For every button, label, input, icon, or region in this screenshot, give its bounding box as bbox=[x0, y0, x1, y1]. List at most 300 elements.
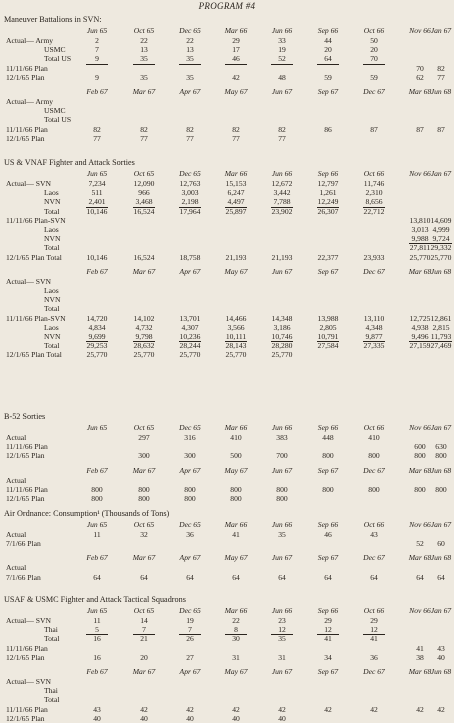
table-cell: 600 bbox=[414, 442, 426, 452]
column-header: Dec 67 bbox=[363, 465, 385, 475]
column-header: Sep 66 bbox=[317, 169, 339, 178]
table-cell: 13,701 bbox=[179, 313, 201, 323]
table-cell: 31 bbox=[278, 652, 286, 662]
table-cell: 43 bbox=[93, 704, 101, 714]
table-cell: 25,770 bbox=[133, 350, 155, 360]
table-cell: 12,763 bbox=[179, 179, 201, 188]
table-cell: 42 bbox=[370, 704, 378, 714]
table-cell: 30 bbox=[232, 634, 240, 644]
column-header: May 67 bbox=[224, 553, 248, 563]
section-title: Maneuver Battalions in SVN: bbox=[4, 15, 102, 24]
table-cell: 62 bbox=[416, 72, 424, 82]
column-header: Feb 67 bbox=[86, 667, 108, 676]
table-cell: 9 bbox=[95, 54, 99, 64]
table-cell: 40 bbox=[140, 713, 148, 723]
table-cell: 42 bbox=[416, 704, 424, 714]
row-label: 7/1/66 Plan bbox=[6, 539, 41, 549]
column-header: Jan 67 bbox=[430, 26, 452, 35]
table-cell: 800 bbox=[230, 484, 242, 494]
table-cell: 70 bbox=[370, 54, 378, 64]
table-cell: 28,280 bbox=[271, 341, 293, 351]
column-header: Jun 67 bbox=[271, 266, 293, 276]
table-cell: 300 bbox=[184, 451, 196, 461]
column-header: Jun 66 bbox=[271, 423, 293, 432]
table-cell: 800 bbox=[91, 484, 103, 494]
column-header: Mar 66 bbox=[224, 520, 248, 529]
table-cell: 800 bbox=[322, 451, 334, 461]
table-cell: 16 bbox=[93, 652, 101, 662]
table-cell: 12 bbox=[370, 625, 378, 635]
row-label: Actual— SVN bbox=[6, 179, 51, 188]
table-cell: 2,805 bbox=[319, 322, 337, 332]
table-cell: 46 bbox=[324, 530, 332, 539]
table-cell: 800 bbox=[91, 494, 103, 503]
table-cell: 86 bbox=[324, 124, 332, 134]
table-cell: 500 bbox=[230, 451, 242, 461]
table-cell: 27,811 bbox=[409, 243, 431, 253]
row-label: Thai bbox=[44, 625, 58, 635]
column-header: Jun 66 bbox=[271, 26, 293, 35]
table-cell: 13,988 bbox=[317, 313, 339, 323]
table-cell: 10,791 bbox=[317, 332, 339, 341]
column-header: Oct 65 bbox=[133, 606, 155, 615]
column-header: Oct 66 bbox=[363, 26, 385, 35]
column-header: Jan 67 bbox=[430, 520, 452, 529]
table-cell: 9,798 bbox=[135, 332, 153, 341]
table-cell: 27,469 bbox=[430, 341, 452, 351]
column-header: Jun 66 bbox=[271, 169, 293, 178]
table-cell: 800 bbox=[184, 484, 196, 494]
table-cell: 17 bbox=[232, 45, 240, 55]
row-label: NVN bbox=[44, 234, 61, 244]
column-header: Sep 66 bbox=[317, 423, 339, 432]
table-cell: 7 bbox=[95, 45, 99, 55]
table-cell: 23,902 bbox=[271, 206, 293, 216]
table-cell: 23,933 bbox=[363, 252, 385, 262]
table-cell: 35 bbox=[186, 72, 194, 82]
underline-rule bbox=[133, 64, 155, 65]
row-label: 11/11/66 Plan bbox=[6, 643, 48, 653]
row-label: Actual— SVN bbox=[6, 677, 51, 686]
table-cell: 52 bbox=[278, 54, 286, 64]
table-cell: 7 bbox=[142, 625, 146, 635]
table-cell: 64 bbox=[140, 572, 148, 582]
column-header: Nov 66 bbox=[409, 520, 431, 529]
table-cell: 3,442 bbox=[273, 188, 291, 198]
table-cell: 10,146 bbox=[86, 252, 108, 262]
column-header: Dec 67 bbox=[363, 87, 385, 96]
table-cell: 9,699 bbox=[88, 332, 106, 341]
table-cell: 17,964 bbox=[179, 206, 201, 216]
column-header: May 67 bbox=[224, 266, 248, 276]
table-cell: 7 bbox=[188, 625, 192, 635]
table-cell: 25,770 bbox=[409, 252, 431, 262]
table-cell: 29 bbox=[232, 36, 240, 45]
table-cell: 3,013 bbox=[411, 225, 429, 234]
table-cell: 2,198 bbox=[181, 197, 199, 207]
table-cell: 29 bbox=[370, 616, 378, 625]
table-cell: 33 bbox=[278, 36, 286, 45]
column-header: Mar 68 bbox=[408, 667, 432, 676]
table-cell: 82 bbox=[140, 124, 148, 134]
column-header: Jun 67 bbox=[271, 87, 293, 96]
table-cell: 12,861 bbox=[430, 313, 452, 323]
underline-rule bbox=[363, 64, 385, 65]
table-cell: 20 bbox=[140, 652, 148, 662]
column-header: Apr 67 bbox=[179, 667, 201, 676]
column-header: Oct 66 bbox=[363, 169, 385, 178]
table-cell: 10,111 bbox=[225, 332, 247, 341]
table-cell: 383 bbox=[276, 433, 288, 442]
table-cell: 59 bbox=[370, 72, 378, 82]
column-header: Jun 65 bbox=[86, 169, 108, 178]
table-cell: 800 bbox=[435, 484, 447, 494]
table-cell: 21,193 bbox=[225, 252, 247, 262]
table-cell: 13 bbox=[186, 45, 194, 55]
table-cell: 13,110 bbox=[363, 313, 385, 323]
table-cell: 11,746 bbox=[363, 179, 385, 188]
page-title: PROGRAM #4 bbox=[198, 1, 256, 11]
table-cell: 87 bbox=[370, 124, 378, 134]
table-cell: 630 bbox=[435, 442, 447, 452]
column-header: Mar 66 bbox=[224, 423, 248, 432]
table-cell: 26 bbox=[186, 634, 194, 644]
table-cell: 4,732 bbox=[135, 322, 153, 332]
table-cell: 21,193 bbox=[271, 252, 293, 262]
column-header: Oct 65 bbox=[133, 26, 155, 35]
table-cell: 42 bbox=[324, 704, 332, 714]
table-cell: 35 bbox=[278, 634, 286, 644]
table-cell: 82 bbox=[186, 124, 194, 134]
table-cell: 77 bbox=[437, 72, 445, 82]
table-cell: 11,793 bbox=[430, 332, 452, 341]
table-cell: 77 bbox=[93, 133, 101, 143]
table-cell: 40 bbox=[186, 713, 194, 723]
underline-rule bbox=[317, 64, 339, 65]
table-cell: 82 bbox=[437, 63, 445, 73]
table-cell: 12 bbox=[324, 625, 332, 635]
table-cell: 25,897 bbox=[225, 206, 247, 216]
table-cell: 700 bbox=[276, 451, 288, 461]
column-header: Dec 65 bbox=[179, 423, 201, 432]
underline-rule bbox=[225, 64, 247, 65]
column-header: Mar 66 bbox=[224, 26, 248, 35]
table-cell: 448 bbox=[322, 433, 334, 442]
table-cell: 18,758 bbox=[179, 252, 201, 262]
section-title: B-52 Sorties bbox=[4, 412, 46, 421]
table-cell: 800 bbox=[276, 484, 288, 494]
table-cell: 82 bbox=[93, 124, 101, 134]
row-label: 11/11/66 Plan bbox=[6, 124, 48, 134]
table-cell: 25,770 bbox=[430, 252, 452, 262]
table-cell: 3,003 bbox=[181, 188, 199, 198]
row-label: Actual— SVN bbox=[6, 616, 51, 625]
table-cell: 316 bbox=[184, 433, 196, 442]
table-cell: 511 bbox=[91, 188, 103, 198]
table-cell: 64 bbox=[232, 572, 240, 582]
table-cell: 14,466 bbox=[225, 313, 247, 323]
column-header: Jun 68 bbox=[430, 667, 452, 676]
table-cell: 22 bbox=[232, 616, 240, 625]
column-header: May 67 bbox=[224, 465, 248, 475]
table-cell: 34 bbox=[324, 652, 332, 662]
table-cell: 800 bbox=[276, 494, 288, 503]
table-cell: 46 bbox=[232, 54, 240, 64]
column-header: Dec 65 bbox=[179, 606, 201, 615]
table-cell: 4,348 bbox=[365, 322, 383, 332]
column-header: Oct 65 bbox=[133, 423, 155, 432]
table-cell: 800 bbox=[322, 484, 334, 494]
table-cell: 87 bbox=[437, 124, 445, 134]
table-cell: 20 bbox=[324, 45, 332, 55]
column-header: Nov 66 bbox=[409, 423, 431, 432]
table-cell: 43 bbox=[437, 643, 445, 653]
row-label: 11/11/66 Plan-SVN bbox=[6, 215, 66, 225]
column-header: Mar 67 bbox=[132, 667, 156, 676]
table-cell: 9 bbox=[95, 72, 99, 82]
column-header: Mar 66 bbox=[224, 606, 248, 615]
table-cell: 800 bbox=[414, 451, 426, 461]
table-cell: 27,584 bbox=[317, 341, 339, 351]
table-cell: 77 bbox=[232, 133, 240, 143]
row-label: NVN bbox=[44, 332, 61, 341]
row-label: NVN bbox=[44, 295, 61, 305]
table-cell: 10,236 bbox=[179, 332, 201, 341]
table-cell: 27,159 bbox=[409, 341, 431, 351]
column-header: Jun 67 bbox=[271, 553, 293, 563]
table-cell: 35 bbox=[186, 54, 194, 64]
table-cell: 43 bbox=[370, 530, 378, 539]
table-cell: 2,310 bbox=[365, 188, 383, 198]
table-cell: 16 bbox=[93, 634, 101, 644]
column-header: Apr 67 bbox=[179, 465, 201, 475]
table-cell: 35 bbox=[140, 54, 148, 64]
table-cell: 40 bbox=[93, 713, 101, 723]
table-cell: 800 bbox=[368, 484, 380, 494]
table-cell: 410 bbox=[368, 433, 380, 442]
table-cell: 25,770 bbox=[225, 350, 247, 360]
table-cell: 27,335 bbox=[363, 341, 385, 351]
table-cell: 4,497 bbox=[227, 197, 245, 207]
table-cell: 59 bbox=[324, 72, 332, 82]
column-header: Sep 67 bbox=[317, 667, 339, 676]
column-header: Jun 68 bbox=[430, 87, 452, 96]
table-cell: 64 bbox=[416, 572, 424, 582]
table-cell: 7,234 bbox=[88, 179, 106, 188]
table-cell: 966 bbox=[138, 188, 150, 198]
table-cell: 40 bbox=[278, 713, 286, 723]
table-cell: 87 bbox=[416, 124, 424, 134]
column-header: Oct 65 bbox=[133, 520, 155, 529]
table-cell: 800 bbox=[138, 484, 150, 494]
row-label: 11/11/66 Plan bbox=[6, 63, 48, 73]
table-cell: 19 bbox=[278, 45, 286, 55]
column-header: Sep 66 bbox=[317, 606, 339, 615]
row-label: Total US bbox=[44, 115, 72, 125]
row-label: Total bbox=[44, 243, 60, 253]
table-cell: 28,143 bbox=[225, 341, 247, 351]
table-cell: 410 bbox=[230, 433, 242, 442]
table-cell: 26,307 bbox=[317, 206, 339, 216]
table-cell: 12,249 bbox=[317, 197, 339, 207]
table-cell: 77 bbox=[278, 133, 286, 143]
column-header: Jun 67 bbox=[271, 465, 293, 475]
column-header: May 67 bbox=[224, 667, 248, 676]
table-cell: 38 bbox=[416, 652, 424, 662]
table-cell: 12 bbox=[278, 625, 286, 635]
table-cell: 800 bbox=[230, 494, 242, 503]
table-cell: 64 bbox=[324, 572, 332, 582]
table-cell: 11 bbox=[93, 530, 101, 539]
column-header: Dec 65 bbox=[179, 520, 201, 529]
table-cell: 42 bbox=[186, 704, 194, 714]
table-cell: 31 bbox=[232, 652, 240, 662]
row-label: Laos bbox=[44, 286, 59, 295]
column-header: Feb 67 bbox=[86, 465, 108, 475]
table-cell: 82 bbox=[278, 124, 286, 134]
column-header: Apr 67 bbox=[179, 87, 201, 96]
table-cell: 29,332 bbox=[430, 243, 452, 253]
table-cell: 29 bbox=[324, 616, 332, 625]
column-header: Jun 65 bbox=[86, 26, 108, 35]
column-header: Dec 67 bbox=[363, 553, 385, 563]
column-header: Jun 66 bbox=[271, 520, 293, 529]
column-header: Jan 67 bbox=[430, 423, 452, 432]
table-cell: 44 bbox=[324, 36, 332, 45]
table-cell: 41 bbox=[370, 634, 378, 644]
table-cell: 800 bbox=[368, 451, 380, 461]
table-cell: 36 bbox=[186, 530, 194, 539]
table-cell: 14,348 bbox=[271, 313, 293, 323]
row-label: Actual bbox=[6, 563, 27, 573]
column-header: Dec 67 bbox=[363, 266, 385, 276]
table-cell: 22 bbox=[186, 36, 194, 45]
table-cell: 19 bbox=[186, 616, 194, 625]
row-label: Laos bbox=[44, 225, 59, 234]
table-cell: 64 bbox=[324, 54, 332, 64]
table-cell: 64 bbox=[186, 572, 194, 582]
table-cell: 22 bbox=[140, 36, 148, 45]
column-header: Mar 68 bbox=[408, 87, 432, 96]
column-header: Oct 66 bbox=[363, 520, 385, 529]
table-cell: 4,834 bbox=[88, 322, 106, 332]
row-label: Total bbox=[44, 206, 60, 216]
row-label: USMC bbox=[44, 106, 66, 116]
table-cell: 50 bbox=[370, 36, 378, 45]
table-cell: 4,999 bbox=[432, 225, 450, 234]
table-cell: 77 bbox=[140, 133, 148, 143]
table-cell: 4,938 bbox=[411, 322, 429, 332]
table-cell: 3,468 bbox=[135, 197, 153, 207]
column-header: Dec 65 bbox=[179, 169, 201, 178]
table-cell: 35 bbox=[278, 530, 286, 539]
underline-rule bbox=[86, 64, 108, 65]
table-cell: 15,153 bbox=[225, 179, 247, 188]
table-cell: 64 bbox=[437, 572, 445, 582]
row-label: 12/1/65 Plan bbox=[6, 133, 45, 143]
row-label: 11/11/66 Plan bbox=[6, 484, 48, 494]
table-cell: 23 bbox=[278, 616, 286, 625]
column-header: Feb 67 bbox=[86, 87, 108, 96]
table-cell: 42 bbox=[232, 704, 240, 714]
row-label: Laos bbox=[44, 322, 59, 332]
table-cell: 22,377 bbox=[317, 252, 339, 262]
table-cell: 9,988 bbox=[411, 234, 429, 244]
table-cell: 25,770 bbox=[271, 350, 293, 360]
column-header: Mar 68 bbox=[408, 465, 432, 475]
table-cell: 52 bbox=[416, 539, 424, 549]
table-cell: 64 bbox=[93, 572, 101, 582]
table-cell: 9,877 bbox=[365, 332, 383, 341]
column-header: Jun 65 bbox=[86, 606, 108, 615]
row-label: USMC bbox=[44, 45, 66, 55]
section-title: USAF & USMC Fighter and Attack Tactical Squadrons bbox=[4, 595, 186, 604]
table-cell: 35 bbox=[140, 72, 148, 82]
table-cell: 40 bbox=[437, 652, 445, 662]
table-cell: 40 bbox=[232, 713, 240, 723]
table-cell: 25,770 bbox=[179, 350, 201, 360]
table-cell: 42 bbox=[437, 704, 445, 714]
row-label: 7/1/66 Plan bbox=[6, 572, 41, 582]
table-cell: 48 bbox=[278, 72, 286, 82]
table-cell: 4,307 bbox=[181, 322, 199, 332]
row-label: 11/11/66 Plan bbox=[6, 704, 48, 714]
table-cell: 12,672 bbox=[271, 179, 293, 188]
column-header: Mar 68 bbox=[408, 266, 432, 276]
table-cell: 21 bbox=[140, 634, 148, 644]
column-header: May 67 bbox=[224, 87, 248, 96]
table-cell: 82 bbox=[232, 124, 240, 134]
table-cell: 297 bbox=[138, 433, 150, 442]
table-cell: 2 bbox=[95, 36, 99, 45]
column-header: Jun 68 bbox=[430, 465, 452, 475]
column-header: Dec 67 bbox=[363, 667, 385, 676]
table-cell: 6,247 bbox=[227, 188, 245, 198]
row-label: 12/1/65 Plan bbox=[6, 451, 45, 461]
column-header: Apr 67 bbox=[179, 553, 201, 563]
table-cell: 60 bbox=[437, 539, 445, 549]
table-cell: 36 bbox=[370, 652, 378, 662]
table-cell: 28,632 bbox=[133, 341, 155, 351]
column-header: Jun 66 bbox=[271, 606, 293, 615]
column-header: Jun 67 bbox=[271, 667, 293, 676]
table-cell: 14,102 bbox=[133, 313, 155, 323]
table-cell: 1,261 bbox=[319, 188, 337, 198]
row-label: Total bbox=[44, 695, 60, 705]
table-cell: 9,724 bbox=[432, 234, 450, 244]
row-label: 11/11/66 Plan-SVN bbox=[6, 313, 66, 323]
row-label: 12/1/65 Plan bbox=[6, 713, 45, 723]
column-header: Jun 68 bbox=[430, 553, 452, 563]
table-cell: 42 bbox=[140, 704, 148, 714]
table-cell: 16,524 bbox=[133, 206, 155, 216]
column-header: Sep 67 bbox=[317, 465, 339, 475]
row-label: Total bbox=[44, 634, 60, 644]
table-cell: 14,609 bbox=[430, 215, 452, 225]
column-header: Jan 67 bbox=[430, 169, 452, 178]
row-label: Total US bbox=[44, 54, 72, 64]
table-cell: 77 bbox=[186, 133, 194, 143]
section-title: Air Ordnance: Consumption¹ (Thousands of Tons) bbox=[4, 509, 170, 518]
table-cell: 3,566 bbox=[227, 322, 245, 332]
table-cell: 42 bbox=[278, 704, 286, 714]
table-cell: 42 bbox=[232, 72, 240, 82]
table-cell: 14,720 bbox=[86, 313, 108, 323]
table-cell: 70 bbox=[416, 63, 424, 73]
table-cell: 41 bbox=[232, 530, 240, 539]
table-cell: 41 bbox=[416, 643, 424, 653]
table-cell: 3,186 bbox=[273, 322, 291, 332]
